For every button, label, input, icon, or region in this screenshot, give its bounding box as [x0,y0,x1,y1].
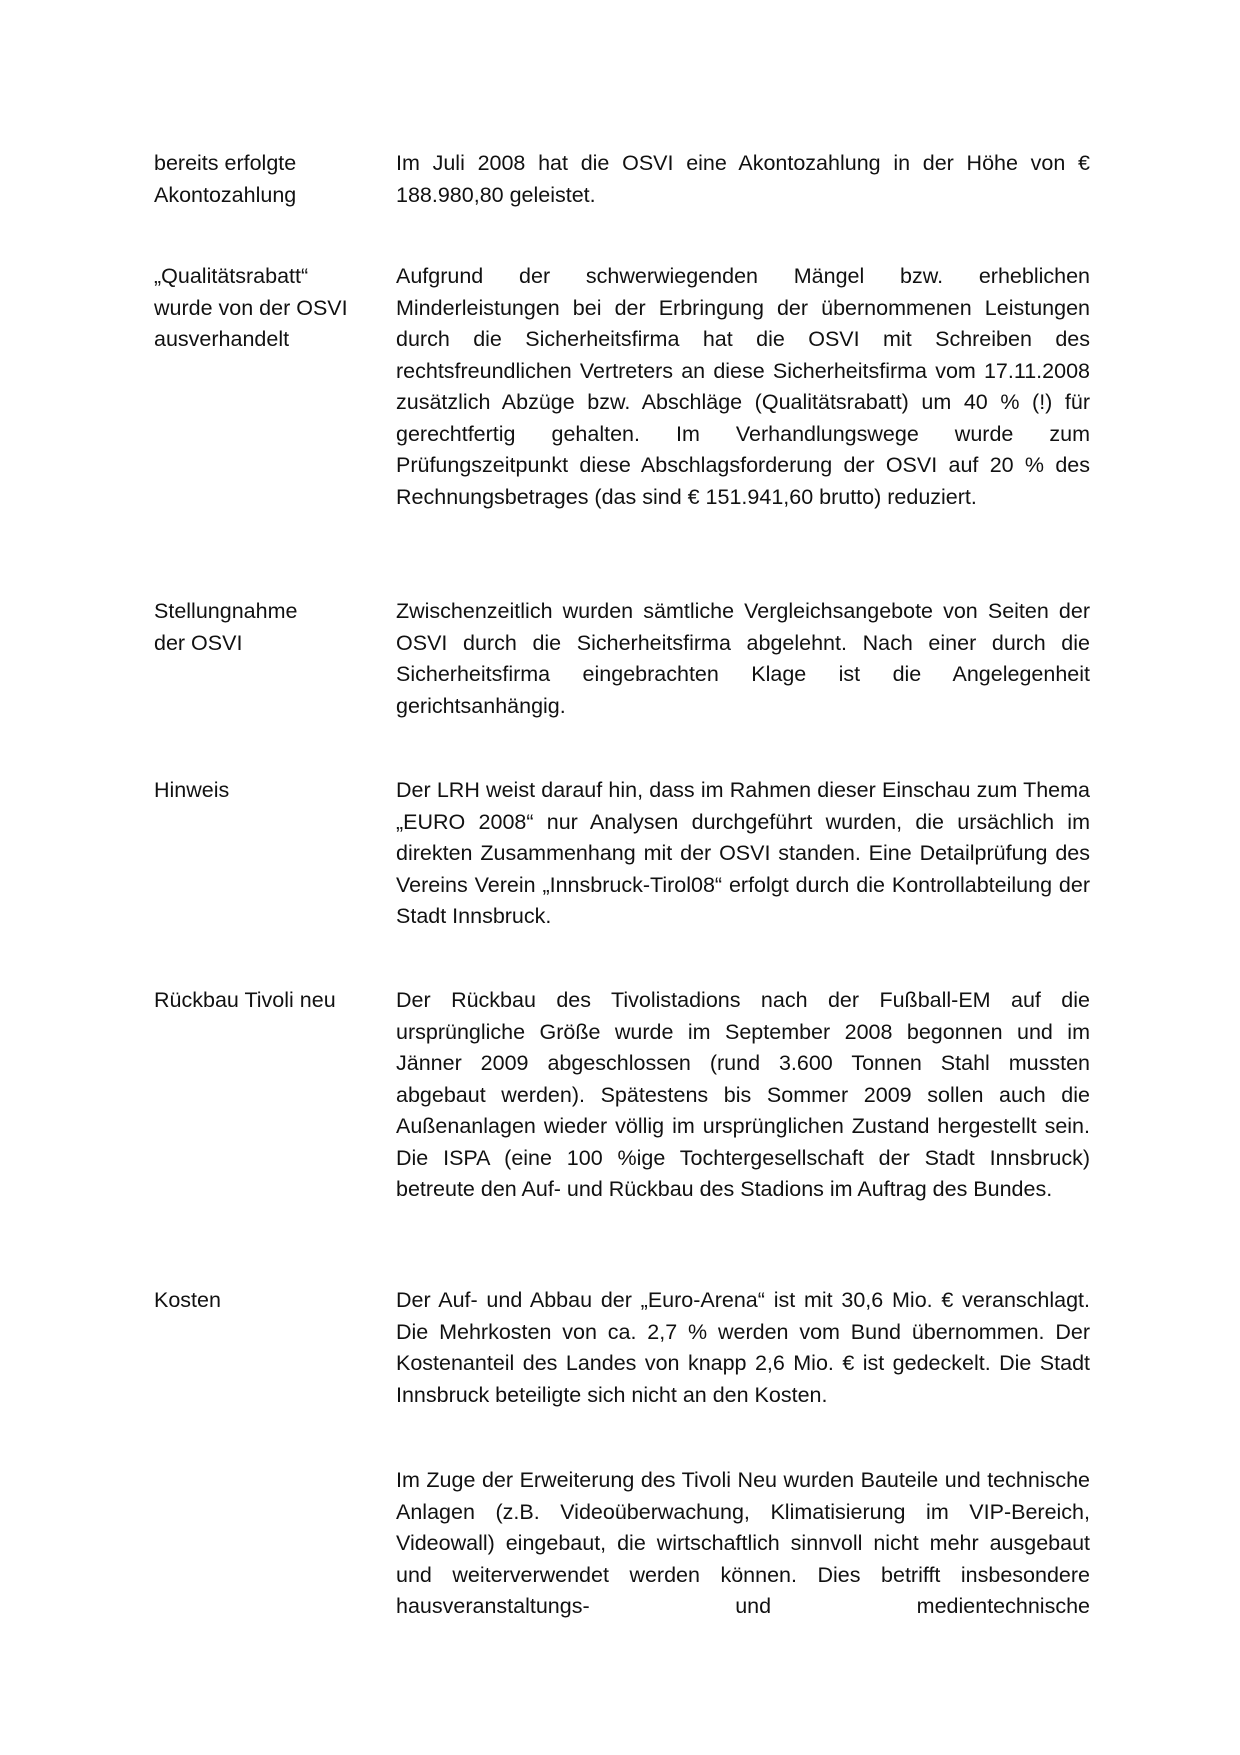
section-body: Der LRH weist darauf hin, dass im Rahmen dieser Einschau zum Thema „EURO 2008“ nur Analysen durchgeführt wurden, die ursächlich im direkten Zusammenhang mit der OSVI standen. Eine Detailprüfung des Vereins Verein „Innsbruck-Tirol08“ erfolgt durch die Kontrollabteilung der Stadt Innsbruck. [396,778,1090,928]
section-body: Im Juli 2008 hat die OSVI eine Akontozahlung in der Höhe von € 188.980,80 geleistet. [396,151,1090,207]
section-label [154,148,384,211]
label-line: bereits erfolgte [154,151,297,175]
label-line: Hinweis [154,778,230,802]
section-label [154,261,384,356]
section-body: Der Rückbau des Tivolistadions nach der Fußball-EM auf die ursprüngliche Größe wurde im September 2008 begonnen und im Jänner 2009 abgeschlossen (rund 3.600 Tonnen Stahl mussten abgebaut werden). Spätestens bis Sommer 2009 sollen auch die Außenanlagen wieder völlig im ursprünglichen Zustand hergestellt sein. Die ISPA (eine 100 %ige Tochtergesellschaft der Stadt Innsbruck) betreute den Auf- und Rückbau des Stadions im Auftrag des Bundes. [396,988,1090,1201]
section-label [154,985,384,1017]
section-label [154,1285,384,1317]
section-body: Im Zuge der Erweiterung des Tivoli Neu wurden Bauteile und technische Anlagen (z.B. Videoüberwachung, Klimatisierung im VIP-Bereich, Videowall) eingebaut, die wirtschaftlich sinnvoll nicht mehr ausgebaut und weiterverwendet werden können. Dies betrifft insbesondere hausveranstaltungs- und medientechnische [396,1468,1090,1618]
label-line: Kosten [154,1288,221,1312]
label-line: wurde von der OSVI [154,295,348,320]
label-line: Stellungnahme [154,599,298,623]
label-line: „Qualitätsrabatt“ [154,264,309,288]
section-label [154,775,384,807]
section-body: Der Auf- und Abbau der „Euro-Arena“ ist mit 30,6 Mio. € veranschlagt. Die Mehrkosten von ca. 2,7 % werden vom Bund übernommen. Der Kostenanteil des Landes von knapp 2,6 Mio. € ist gedeckelt. Die Stadt Innsbruck beteiligte sich nicht an den Kosten. [396,1288,1090,1407]
section-label [154,596,384,659]
label-line: Akontozahlung [154,182,297,207]
label-line: ausverhandelt [154,327,290,351]
section-body: Aufgrund der schwerwiegenden Mängel bzw. erheblichen Minderleistungen bei der Erbringung der übernommenen Leistungen durch die Sicherheitsfirma hat die OSVI mit Schreiben des rechtsfreundlichen Vertreters an diese Sicherheitsfirma vom 17.11.2008 zusätzlich Abzüge bzw. Abschläge (Qualitätsrabatt) um 40 % (!) für gerechtfertig gehalten. Im Verhandlungswege wurde zum Prüfungszeitpunkt diese Abschlagsforderung der OSVI auf 20 % des Rechnungsbetrages (das sind € 151.941,60 brutto) reduziert. [396,264,1090,509]
label-line: Rückbau Tivoli neu [154,988,336,1012]
label-line: der OSVI [154,630,243,655]
section-body: Zwischenzeitlich wurden sämtliche Vergleichsangebote von Seiten der OSVI durch die Sicherheitsfirma abgelehnt. Nach einer durch die Sicherheitsfirma eingebrachten Klage ist die Angelegenheit gerichtsanhängig. [396,599,1090,718]
